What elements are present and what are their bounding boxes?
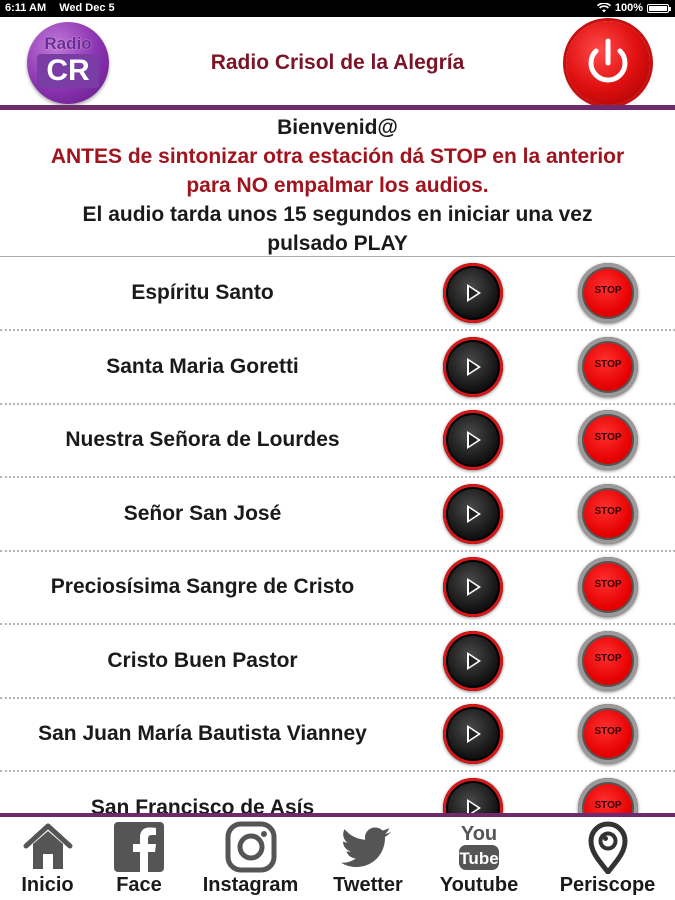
- stop-label: STOP: [594, 285, 622, 296]
- play-button[interactable]: [443, 557, 503, 617]
- station-row: [0, 478, 675, 552]
- stop-label: STOP: [594, 432, 622, 443]
- play-icon: [467, 431, 481, 449]
- stop-label: STOP: [594, 800, 622, 811]
- stop-button[interactable]: [578, 337, 638, 397]
- play-icon: [467, 799, 481, 813]
- intro-message: [0, 113, 675, 258]
- tab-instagram[interactable]: [183, 817, 318, 900]
- station-name: Cristo Buen Pastor: [107, 649, 298, 672]
- welcome-text: Bienvenid@: [277, 116, 398, 139]
- battery-icon: [647, 4, 669, 13]
- stop-label: STOP: [594, 506, 622, 517]
- stop-button[interactable]: [578, 778, 638, 813]
- note-line-2: pulsado PLAY: [267, 232, 408, 255]
- tab-youtube[interactable]: [418, 817, 540, 900]
- station-list[interactable]: [0, 257, 675, 813]
- tab-label: Inicio: [21, 874, 74, 896]
- play-icon: [467, 652, 481, 670]
- status-bar: [0, 0, 675, 17]
- stop-label: STOP: [594, 726, 622, 737]
- play-button[interactable]: [443, 704, 503, 764]
- tab-inicio[interactable]: [0, 817, 95, 900]
- tab-label: Face: [116, 874, 162, 896]
- station-name: Preciosísima Sangre de Cristo: [50, 575, 355, 598]
- play-button[interactable]: [443, 410, 503, 470]
- station-name: San Juan María Bautista Vianney: [38, 722, 367, 745]
- stop-button[interactable]: [578, 263, 638, 323]
- play-icon: [467, 578, 481, 596]
- station-name: Señor San José: [123, 502, 282, 525]
- stop-button[interactable]: [578, 557, 638, 617]
- station-row: [0, 257, 675, 331]
- svg-text:Tube: Tube: [459, 849, 499, 868]
- periscope-icon: [581, 820, 635, 874]
- stop-button[interactable]: [578, 484, 638, 544]
- youtube-icon: [452, 820, 506, 874]
- play-icon: [467, 725, 481, 743]
- note-line-1: El audio tarda unos 15 segundos en iniciar una vez: [82, 203, 593, 226]
- radio-cr-logo[interactable]: [27, 22, 109, 104]
- status-time: 6:11 AM: [5, 2, 47, 14]
- app-title: Radio Crisol de la Alegría: [210, 51, 465, 74]
- station-row: [0, 625, 675, 699]
- play-icon: [467, 284, 481, 302]
- svg-text:You: You: [460, 823, 498, 845]
- play-button[interactable]: [443, 263, 503, 323]
- logo-radio-text: Radio: [44, 34, 92, 53]
- play-icon: [467, 505, 481, 523]
- play-icon: [467, 358, 481, 376]
- play-button[interactable]: [443, 484, 503, 544]
- tab-label: Instagram: [202, 874, 299, 896]
- bottom-tab-bar: [0, 817, 675, 900]
- facebook-icon: [112, 820, 166, 874]
- tab-label: Periscope: [559, 874, 656, 896]
- stop-button[interactable]: [578, 704, 638, 764]
- station-name: San Francisco de Asís: [90, 796, 315, 813]
- tab-twetter[interactable]: [318, 817, 418, 900]
- play-button[interactable]: [443, 631, 503, 691]
- stop-label: STOP: [594, 579, 622, 590]
- power-button[interactable]: [566, 21, 650, 105]
- station-row: [0, 331, 675, 405]
- tab-label: Youtube: [439, 874, 519, 896]
- stop-label: STOP: [594, 653, 622, 664]
- station-row: [0, 404, 675, 478]
- station-row: [0, 698, 675, 772]
- logo-cr-text: CR: [37, 54, 99, 88]
- status-date: Wed Dec 5: [59, 2, 115, 14]
- warning-line-2: para NO empalmar los audios.: [186, 174, 489, 197]
- wifi-icon: [597, 3, 611, 13]
- home-icon: [21, 820, 75, 874]
- header-divider: [0, 105, 675, 110]
- stop-button[interactable]: [578, 631, 638, 691]
- battery-percent: 100%: [614, 2, 643, 14]
- station-name: Nuestra Señora de Lourdes: [65, 428, 340, 451]
- stop-button[interactable]: [578, 410, 638, 470]
- twitter-icon: [341, 820, 395, 874]
- station-name: Santa Maria Goretti: [106, 355, 299, 378]
- instagram-icon: [224, 820, 278, 874]
- tab-face[interactable]: [95, 817, 183, 900]
- app-header: [0, 17, 675, 105]
- station-row: [0, 551, 675, 625]
- tab-periscope[interactable]: [540, 817, 675, 900]
- tab-label: Twetter: [333, 874, 403, 896]
- play-button[interactable]: [443, 337, 503, 397]
- play-button[interactable]: [443, 778, 503, 813]
- warning-line-1: ANTES de sintonizar otra estación dá STOP en la anterior: [50, 145, 625, 168]
- power-icon: [566, 21, 650, 105]
- stop-label: STOP: [594, 359, 622, 370]
- station-row: [0, 772, 675, 813]
- station-name: Espíritu Santo: [131, 281, 274, 304]
